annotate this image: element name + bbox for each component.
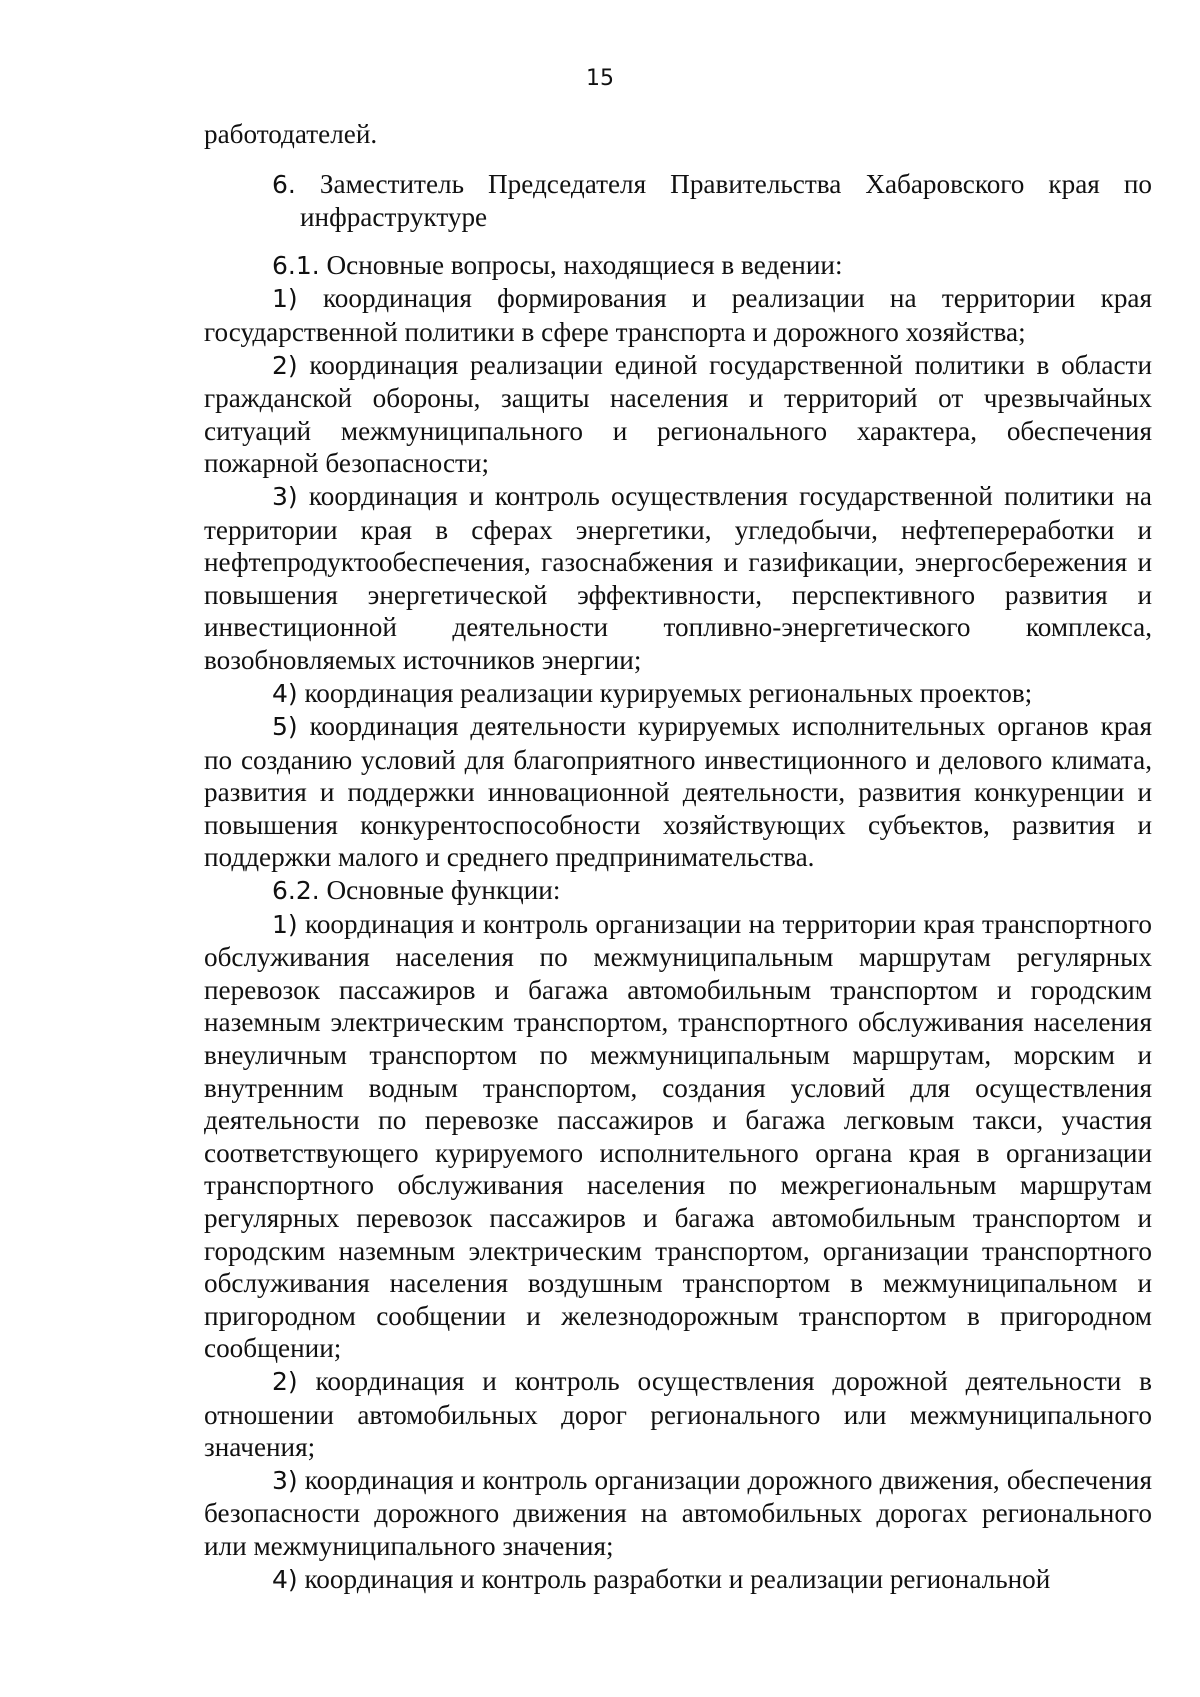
- subsection-heading: [204, 874, 1152, 908]
- list-item-number: 4): [272, 1564, 298, 1594]
- list-item-text: координация и контроль осуществления дорожной деятельности в отношении автомобильных дорог регионального или межмуниципального значения;: [204, 1365, 1152, 1463]
- list-item: [204, 349, 1152, 480]
- list-item: [204, 677, 1152, 711]
- section-title: Заместитель Председателя Правительства Хабаровского края по инфраструктуре: [300, 168, 1152, 233]
- list-item-text: координация и контроль разработки и реализации региональной: [304, 1563, 1051, 1594]
- list-item-number: 2): [272, 350, 298, 380]
- page-number: 15: [586, 66, 614, 91]
- list-item-number: 5): [272, 712, 298, 742]
- list-item: [204, 1365, 1152, 1464]
- subsection-title: Основные функции:: [326, 875, 561, 906]
- list-item: [204, 710, 1152, 874]
- subsection-number: 6.1.: [272, 250, 320, 280]
- list-item-text: координация и контроль осуществления государственной политики на территории края в сферах энергетики, угледобычи, нефтепереработки и нефтепродуктообеспечения, газоснабжения и газификации, энергосбережения и повышения энергетической эффективности, перспективного развития и инвестиционной деятельности топливно-энергетического комплекса, возобновляемых источников энергии;: [204, 480, 1153, 675]
- paragraph-continuation: [204, 118, 1152, 151]
- list-item-text: координация и контроль организации на территории края транспортного обслуживания населения по межмуниципальным маршрутам регулярных перевозок пассажиров и багажа автомобильным транспортом и городским наземным электрическим транспортом, транспортного обслуживания населения внеуличным транспортом по межмуниципальным маршрутам, морским и внутренним водным транспортом, создания условий для осуществления деятельности по перевозке пассажиров и багажа легковым такси, участия соответствующего курируемого исполнительного органа края в организации транспортного обслуживания населения по межрегиональным маршрутам регулярных перевозок пассажиров и багажа автомобильным транспортом и городским наземным электрическим транспортом, организации транспортного обслуживания населения воздушным транспортом в межмуниципальном и пригородном сообщении и железнодорожным транспортом в пригородном сообщении;: [204, 908, 1153, 1364]
- section-heading: [204, 168, 1152, 234]
- list-item-text: координация деятельности курируемых исполнительных органов края по созданию условий для благоприятного инвестиционного и делового климата, развития и поддержки инновационной деятельности, развития конкуренции и повышения конкурентоспособности хозяйствующих субъектов, развития и поддержки малого и среднего предпринимательства.: [204, 711, 1152, 873]
- document-body: [204, 118, 1152, 1596]
- list-item: [204, 1464, 1152, 1563]
- subsection-heading: [204, 249, 1152, 283]
- paragraph-text: работодателей.: [204, 119, 378, 149]
- list-item-number: 1): [272, 284, 298, 314]
- list-item: [204, 908, 1152, 1365]
- list-item: [204, 480, 1152, 677]
- list-item: [204, 1563, 1152, 1597]
- list-item-number: 1): [272, 909, 298, 939]
- list-item-text: координация и контроль организации дорожного движения, обеспечения безопасности дорожного движения на автомобильных дорогах регионального или межмуниципального значения;: [204, 1464, 1152, 1561]
- list-item-number: 3): [272, 481, 298, 511]
- list-item-number: 4): [272, 678, 298, 708]
- list-item-number: 2): [272, 1366, 298, 1396]
- list-item-text: координация формирования и реализации на территории края государственной политики в сфере транспорта и дорожного хозяйства;: [204, 283, 1152, 347]
- section-number: 6.: [272, 169, 296, 199]
- subsection-title: Основные вопросы, находящиеся в ведении:: [326, 249, 843, 280]
- list-item: [204, 282, 1152, 348]
- list-item-text: координация реализации курируемых региональных проектов;: [304, 677, 1033, 708]
- list-item-number: 3): [272, 1465, 298, 1495]
- list-item-text: координация реализации единой государственной политики в области гражданской обороны, защиты населения и территорий от чрезвычайных ситуаций межмуниципального и регионального характера, обеспечения пожарной безопасности;: [204, 349, 1152, 479]
- subsection-number: 6.2.: [272, 876, 320, 906]
